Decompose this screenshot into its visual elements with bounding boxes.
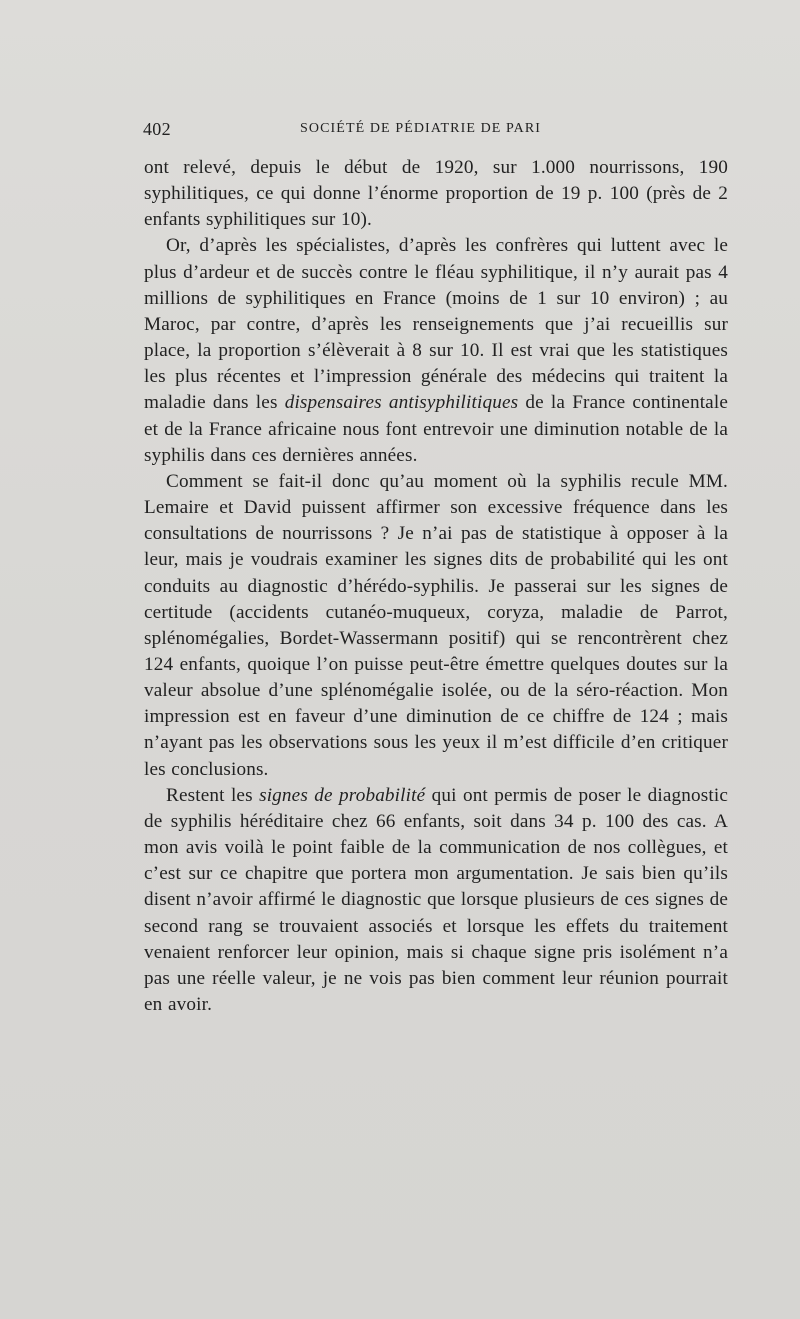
paragraph-1-text: ont relevé, depuis le début de 1920, sur 1.000 nourrissons, 190 syphilitiques, ce qui donne l’énorme proportion de 19 p. 100 (près de 2 enfants syphilitiques sur 10). xyxy=(144,157,728,231)
paragraph-2-text-after: de la France continentale et de la France africaine nous font entrevoir une diminution notable de la syphilis dans ces dernières années. xyxy=(144,392,728,466)
paragraph-4-text: Restent les xyxy=(166,784,260,806)
paragraph-4-text-after: qui ont permis de poser le diagnostic de syphilis héréditaire chez 66 enfants, soit dans 34 p. 100 des cas. A mon avis voilà le point faible de la communication de nos collègues, et c’est sur ce chapitre que portera mon argumentation. Je sais bien qu’ils disent n’avoir affirmé le diagnostic que lorsque plusieurs de ces signes de second rang se trouvaient associés et lorsque les effets du traitement venaient renforcer leur opinion, mais si chaque signe pris isolément n’a pas une réelle valeur, je ne vois pas bien comment leur réunion pourrait en avoir. xyxy=(144,784,729,1015)
body-text xyxy=(144,155,728,1018)
page-header xyxy=(143,119,728,143)
paragraph-1 xyxy=(144,155,728,233)
paragraph-2 xyxy=(144,233,728,468)
running-title: SOCIÉTÉ DE PÉDIATRIE DE PARI xyxy=(300,121,542,136)
paragraph-4 xyxy=(144,783,728,1018)
paragraph-4-italic: signes de probabilité xyxy=(259,784,426,806)
page-number: 402 xyxy=(143,119,171,139)
paragraph-3-text: Comment se fait-il donc qu’au moment où la syphilis recule MM. Lemaire et David puissent affirmer son excessive fréquence dans les consultations de nourrissons ? Je n’ai pas de statistique à opposer à la leur, mais je voudrais examiner les signes dits de probabilité qui les ont conduits au diagnostic d’hérédo-syphilis. Je passerai sur les signes de certitude (accidents cutanéo-muqueux, coryza, maladie de Parrot, splénomégalies, Bordet-Wassermann positif) qui se rencontrèrent chez 124 enfants, quoique l’on puisse peut-être émettre quelques doutes sur la valeur absolue d’une splénomégalie isolée, ou de la séro-réaction. Mon impression est en faveur d’une diminution de ce chiffre de 124 ; mais n’ayant pas les observations sous les yeux il m’est difficile d’en critiquer les conclusions. xyxy=(144,470,728,780)
paragraph-3 xyxy=(144,469,728,783)
paragraph-2-text: Or, d’après les spécialistes, d’après les confrères qui luttent avec le plus d’ardeur et de succès contre le fléau syphilitique, il n’y aurait pas 4 millions de syphilitiques en France (moins de 1 sur 10 environ) ; au Maroc, par contre, d’après les renseignements que j’ai recueillis sur place, la proportion s’élèverait à 8 sur 10. Il est vrai que les statistiques les plus récentes et l’impression générale des médecins qui traitent la maladie dans les xyxy=(144,235,728,414)
paragraph-2-italic: dispensaires antisyphilitiques xyxy=(284,392,519,414)
